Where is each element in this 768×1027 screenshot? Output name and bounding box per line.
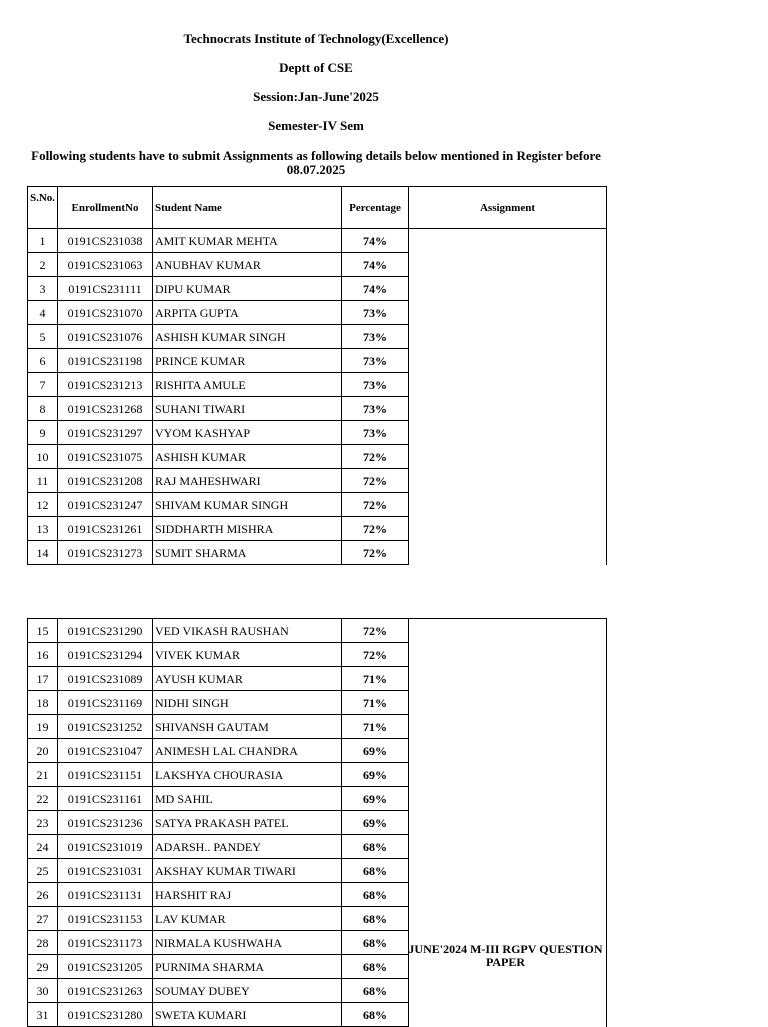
sno-cell: 16	[28, 643, 58, 667]
percentage-cell: 74%	[342, 229, 409, 253]
assignment-cell	[409, 445, 607, 469]
sno-cell: 1	[28, 229, 58, 253]
assignment-cell	[409, 643, 607, 667]
table-row	[28, 811, 607, 835]
assignment-cell	[409, 691, 607, 715]
percentage-cell: 73%	[342, 373, 409, 397]
table-row	[28, 715, 607, 739]
enrollment-cell: 0191CS231290	[58, 619, 153, 643]
percentage-cell: 72%	[342, 517, 409, 541]
sno-cell: 2	[28, 253, 58, 277]
enrollment-cell: 0191CS231070	[58, 301, 153, 325]
table-row	[28, 421, 607, 445]
sno-cell: 26	[28, 883, 58, 907]
assignment-cell	[409, 787, 607, 811]
student-name-cell: RAJ MAHESHWARI	[153, 469, 342, 493]
assignment-cell	[409, 811, 607, 835]
enrollment-cell: 0191CS231161	[58, 787, 153, 811]
department-title: Deptt of CSE	[279, 60, 353, 75]
semester-title: Semester-IV Sem	[268, 118, 364, 133]
student-name-cell: ARPITA GUPTA	[153, 301, 342, 325]
student-name-cell: ASHISH KUMAR	[153, 445, 342, 469]
assignment-cell	[409, 979, 607, 1003]
student-name-cell: SUHANI TIWARI	[153, 397, 342, 421]
table-row	[28, 253, 607, 277]
table-row	[28, 325, 607, 349]
student-name-cell: ANIMESH LAL CHANDRA	[153, 739, 342, 763]
assignment-cell	[409, 859, 607, 883]
enrollment-cell: 0191CS231205	[58, 955, 153, 979]
assignment-cell	[409, 349, 607, 373]
percentage-cell: 73%	[342, 325, 409, 349]
student-name-cell: AMIT KUMAR MEHTA	[153, 229, 342, 253]
enrollment-cell: 0191CS231131	[58, 883, 153, 907]
assignment-cell	[409, 373, 607, 397]
enrollment-cell: 0191CS231173	[58, 931, 153, 955]
student-name-cell: SHIVANSH GAUTAM	[153, 715, 342, 739]
enrollment-cell: 0191CS231169	[58, 691, 153, 715]
sno-cell: 18	[28, 691, 58, 715]
sno-cell: 25	[28, 859, 58, 883]
assignment-cell	[409, 1003, 607, 1027]
assignment-cell	[409, 301, 607, 325]
enrollment-cell: 0191CS231038	[58, 229, 153, 253]
assignment-cell	[409, 469, 607, 493]
table-row	[28, 445, 607, 469]
student-name-cell: AYUSH KUMAR	[153, 667, 342, 691]
student-name-cell: VED VIKASH RAUSHAN	[153, 619, 342, 643]
enrollment-cell: 0191CS231213	[58, 373, 153, 397]
percentage-cell: 72%	[342, 619, 409, 643]
percentage-cell: 68%	[342, 859, 409, 883]
assignment-cell	[409, 739, 607, 763]
table-row	[28, 373, 607, 397]
assignment-cell	[409, 835, 607, 859]
table-row	[28, 979, 607, 1003]
table-row	[28, 277, 607, 301]
student-name-cell: LAKSHYA CHOURASIA	[153, 763, 342, 787]
enrollment-cell: 0191CS231268	[58, 397, 153, 421]
sno-cell: 10	[28, 445, 58, 469]
table-row	[28, 517, 607, 541]
student-name-cell: ADARSH.. PANDEY	[153, 835, 342, 859]
table-row	[28, 541, 607, 565]
assignment-cell	[409, 421, 607, 445]
percentage-cell: 72%	[342, 643, 409, 667]
enrollment-cell: 0191CS231076	[58, 325, 153, 349]
enrollment-cell: 0191CS231208	[58, 469, 153, 493]
sno-cell: 15	[28, 619, 58, 643]
enrollment-cell: 0191CS231198	[58, 349, 153, 373]
enrollment-cell: 0191CS231261	[58, 517, 153, 541]
sno-cell: 6	[28, 349, 58, 373]
enrollment-cell: 0191CS231089	[58, 667, 153, 691]
sno-cell: 3	[28, 277, 58, 301]
table-row	[28, 301, 607, 325]
assignment-cell	[409, 907, 607, 931]
sno-cell: 20	[28, 739, 58, 763]
percentage-cell: 68%	[342, 931, 409, 955]
enrollment-cell: 0191CS231111	[58, 277, 153, 301]
sno-cell: 11	[28, 469, 58, 493]
table-row	[28, 349, 607, 373]
sno-cell: 28	[28, 931, 58, 955]
percentage-cell: 68%	[342, 955, 409, 979]
assignment-cell	[409, 493, 607, 517]
percentage-cell: 68%	[342, 1003, 409, 1027]
table-row	[28, 883, 607, 907]
student-name-cell: PURNIMA SHARMA	[153, 955, 342, 979]
enrollment-cell: 0191CS231031	[58, 859, 153, 883]
session-title: Session:Jan-June'2025	[253, 89, 379, 104]
sno-cell: 22	[28, 787, 58, 811]
sno-cell: 9	[28, 421, 58, 445]
sno-cell: 12	[28, 493, 58, 517]
sno-cell: 13	[28, 517, 58, 541]
assignment-cell	[409, 541, 607, 565]
table-row	[28, 493, 607, 517]
table-row	[28, 787, 607, 811]
enrollment-cell: 0191CS231019	[58, 835, 153, 859]
student-name-cell: RISHITA AMULE	[153, 373, 342, 397]
table-row	[28, 619, 607, 643]
table-row	[28, 859, 607, 883]
assignment-cell	[409, 325, 607, 349]
column-header-enrollment: EnrollmentNo	[58, 187, 153, 229]
table-row	[28, 397, 607, 421]
student-name-cell: NIRMALA KUSHWAHA	[153, 931, 342, 955]
assignment-notice: Following students have to submit Assignments as following details below mentioned in Register before 08.07.2025	[31, 148, 601, 177]
student-name-cell: VIVEK KUMAR	[153, 643, 342, 667]
enrollment-cell: 0191CS231063	[58, 253, 153, 277]
percentage-cell: 71%	[342, 715, 409, 739]
table-row	[28, 643, 607, 667]
percentage-cell: 69%	[342, 787, 409, 811]
sno-cell: 7	[28, 373, 58, 397]
assignment-cell	[409, 883, 607, 907]
student-name-cell: ASHISH KUMAR SINGH	[153, 325, 342, 349]
assignment-cell	[409, 763, 607, 787]
sno-cell: 17	[28, 667, 58, 691]
sno-cell: 8	[28, 397, 58, 421]
table-row	[28, 469, 607, 493]
table-row	[28, 691, 607, 715]
percentage-cell: 68%	[342, 979, 409, 1003]
column-header-assignment: Assignment	[409, 187, 607, 229]
percentage-cell: 68%	[342, 835, 409, 859]
table-row	[28, 667, 607, 691]
student-name-cell: ANUBHAV KUMAR	[153, 253, 342, 277]
percentage-cell: 74%	[342, 253, 409, 277]
student-name-cell: HARSHIT RAJ	[153, 883, 342, 907]
percentage-cell: 68%	[342, 883, 409, 907]
assignment-cell	[409, 667, 607, 691]
table-row	[28, 763, 607, 787]
assignment-cell	[409, 229, 607, 253]
table-row	[28, 907, 607, 931]
assignment-cell	[409, 397, 607, 421]
student-name-cell: AKSHAY KUMAR TIWARI	[153, 859, 342, 883]
percentage-cell: 73%	[342, 397, 409, 421]
student-name-cell: NIDHI SINGH	[153, 691, 342, 715]
percentage-cell: 71%	[342, 667, 409, 691]
percentage-cell: 69%	[342, 763, 409, 787]
sno-cell: 27	[28, 907, 58, 931]
percentage-cell: 73%	[342, 421, 409, 445]
institute-title: Technocrats Institute of Technology(Excellence)	[183, 31, 449, 46]
student-name-cell: SIDDHARTH MISHRA	[153, 517, 342, 541]
enrollment-cell: 0191CS231297	[58, 421, 153, 445]
student-name-cell: MD SAHIL	[153, 787, 342, 811]
sno-cell: 30	[28, 979, 58, 1003]
percentage-cell: 74%	[342, 277, 409, 301]
student-name-cell: SUMIT SHARMA	[153, 541, 342, 565]
table-row	[28, 739, 607, 763]
enrollment-cell: 0191CS231280	[58, 1003, 153, 1027]
student-name-cell: PRINCE KUMAR	[153, 349, 342, 373]
student-name-cell: SHIVAM KUMAR SINGH	[153, 493, 342, 517]
enrollment-cell: 0191CS231252	[58, 715, 153, 739]
enrollment-cell: 0191CS231075	[58, 445, 153, 469]
percentage-cell: 72%	[342, 469, 409, 493]
enrollment-cell: 0191CS231236	[58, 811, 153, 835]
enrollment-cell: 0191CS231273	[58, 541, 153, 565]
student-name-cell: SOUMAY DUBEY	[153, 979, 342, 1003]
column-header-sno: S.No.	[28, 187, 58, 229]
assignment-details: JUNE'2024 M-III RGPV QUESTION PAPER	[408, 942, 603, 969]
percentage-cell: 71%	[342, 691, 409, 715]
column-header-percentage: Percentage	[342, 187, 409, 229]
sno-cell: 14	[28, 541, 58, 565]
sno-cell: 31	[28, 1003, 58, 1027]
table-header-row	[28, 187, 607, 229]
sno-cell: 4	[28, 301, 58, 325]
assignment-cell	[409, 619, 607, 643]
column-header-name: Student Name	[153, 187, 342, 229]
sno-cell: 24	[28, 835, 58, 859]
percentage-cell: 69%	[342, 739, 409, 763]
percentage-cell: 72%	[342, 493, 409, 517]
sno-cell: 19	[28, 715, 58, 739]
table-row	[28, 1003, 607, 1027]
percentage-cell: 69%	[342, 811, 409, 835]
percentage-cell: 73%	[342, 349, 409, 373]
sno-cell: 23	[28, 811, 58, 835]
percentage-cell: 73%	[342, 301, 409, 325]
students-table-page1	[27, 186, 607, 565]
student-name-cell: LAV KUMAR	[153, 907, 342, 931]
student-name-cell: VYOM KASHYAP	[153, 421, 342, 445]
assignment-cell	[409, 517, 607, 541]
percentage-cell: 72%	[342, 445, 409, 469]
assignment-cell	[409, 277, 607, 301]
enrollment-cell: 0191CS231047	[58, 739, 153, 763]
percentage-cell: 68%	[342, 907, 409, 931]
table-row	[28, 229, 607, 253]
table-row	[28, 835, 607, 859]
assignment-cell	[409, 253, 607, 277]
enrollment-cell: 0191CS231247	[58, 493, 153, 517]
student-name-cell: SWETA KUMARI	[153, 1003, 342, 1027]
enrollment-cell: 0191CS231294	[58, 643, 153, 667]
sno-cell: 29	[28, 955, 58, 979]
student-name-cell: DIPU KUMAR	[153, 277, 342, 301]
percentage-cell: 72%	[342, 541, 409, 565]
enrollment-cell: 0191CS231151	[58, 763, 153, 787]
sno-cell: 5	[28, 325, 58, 349]
enrollment-cell: 0191CS231263	[58, 979, 153, 1003]
enrollment-cell: 0191CS231153	[58, 907, 153, 931]
student-name-cell: SATYA PRAKASH PATEL	[153, 811, 342, 835]
assignment-cell	[409, 715, 607, 739]
sno-cell: 21	[28, 763, 58, 787]
